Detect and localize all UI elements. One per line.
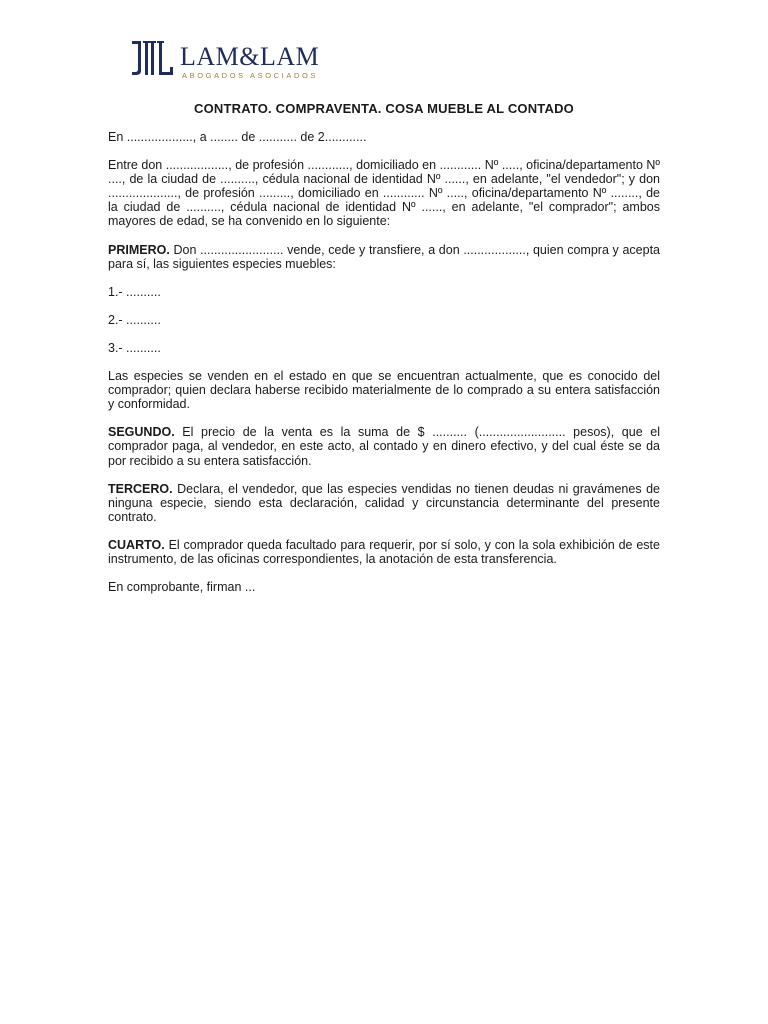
list-item: 1.- .......... <box>108 284 161 299</box>
condition-paragraph: Las especies se venden en el estado en que se encuentran actualmente, que es conocido del comprador; quien declara haberse recibido materialmente de lo comprado a su entera satisfacción y conformidad. <box>108 369 660 412</box>
firm-logo-mark-icon <box>130 40 174 76</box>
clause-cuarto-label: CUARTO. <box>108 537 165 552</box>
clause-segundo-label: SEGUNDO. <box>108 425 175 440</box>
clause-segundo <box>108 425 660 467</box>
closing-paragraph: En comprobante, firman ... <box>108 580 256 595</box>
clause-segundo-text: El precio de la venta es la suma de $ .......... (......................... pesos), que el comprador paga, al vendedor, en este acto, al contado y en dinero efectivo, y del cual éste se da por recibido a su entera satisfacción. <box>108 425 660 468</box>
clause-primero <box>108 243 660 271</box>
clause-cuarto-text: El comprador queda facultado para requerir, por sí solo, y con la sola exhibición de este instrumento, de las oficinas correspondientes, la anotación de esta transferencia. <box>108 537 660 566</box>
document-title: CONTRATO. COMPRAVENTA. COSA MUEBLE AL CONTADO <box>194 101 574 116</box>
clause-primero-label: PRIMERO. <box>108 242 170 257</box>
place-date-paragraph: En ..................., a ........ de ........... de 2............ <box>108 130 367 144</box>
clause-tercero <box>108 482 660 524</box>
clause-tercero-label: TERCERO. <box>108 481 173 496</box>
clause-primero-text: Don ........................ vende, cede y transfiere, a don .................., quien compra y acepta para sí, las siguientes especies muebles: <box>108 242 660 271</box>
clause-cuarto <box>108 538 660 566</box>
document-body <box>108 130 660 608</box>
list-item: 2.- .......... <box>108 312 161 327</box>
clause-tercero-text: Declara, el vendedor, que las especies vendidas no tienen deudas ni gravámenes de ninguna especie, siendo esta declaración, calidad y circunstancia determinante del presente contrato. <box>108 481 660 524</box>
firm-subtitle: ABOGADOS ASOCIADOS <box>182 71 318 80</box>
list-item: 3.- .......... <box>108 340 161 355</box>
firm-logo <box>130 40 344 82</box>
parties-paragraph: Entre don .................., de profesión ............, domiciliado en ............ Nº ....., oficina/departamento Nº ...., de la ciudad de .........., cédula nacional de identidad Nº ......, en adelante, "el vendedor"; y don ...................., de profesión ........., domiciliado en ............ Nº ....., oficina/departamento Nº ........, de la ciudad de .........., cédula nacional de identidad Nº ......, en adelante, "el comprador"; ambos mayores de edad, se ha convenido en lo siguiente: <box>108 158 660 229</box>
firm-logo-text <box>180 40 319 80</box>
firm-name: LAM&LAM <box>180 42 320 71</box>
